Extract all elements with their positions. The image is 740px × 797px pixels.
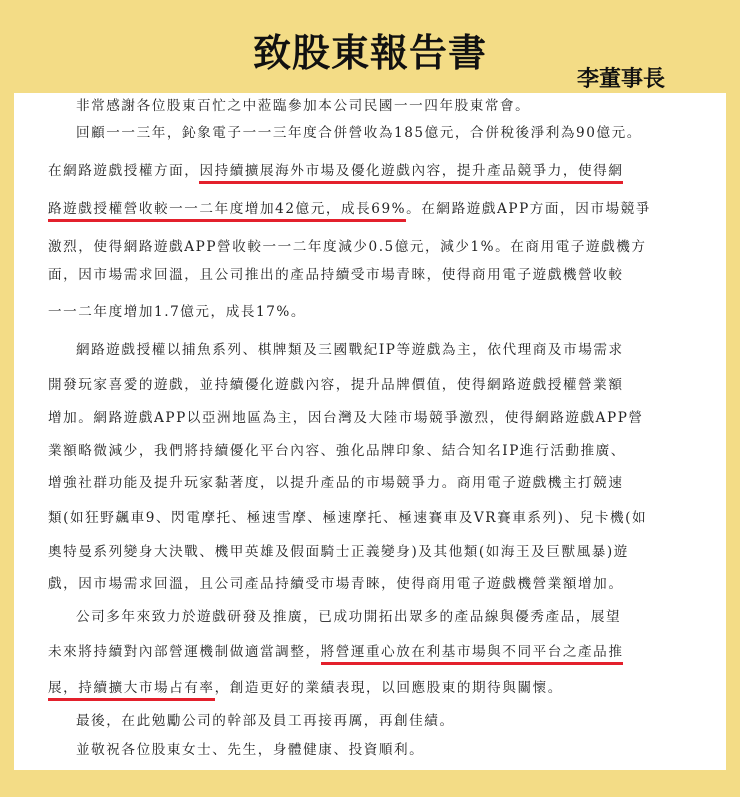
letter-line: 一一二年度增加1.7億元，成長17%。 bbox=[48, 304, 307, 320]
highlighted-text: 因持續擴展海外市場及優化遊戲內容，提升產品競爭力，使得網 bbox=[199, 163, 623, 184]
letter-line: 展，持續擴大市場占有率，創造更好的業績表現，以回應股東的期待與關懷。 bbox=[48, 678, 718, 698]
letter-line: 公司多年來致力於遊戲研發及推廣，已成功開拓出眾多的產品線與優秀產品，展望 bbox=[76, 609, 622, 625]
letter-line: 在網路遊戲授權方面，因持續擴展海外市場及優化遊戲內容，提升產品競爭力，使得網 bbox=[48, 161, 718, 181]
letter-line: 增加。網路遊戲APP以亞洲地區為主，因台灣及大陸市場競爭激烈，使得網路遊戲APP營 bbox=[48, 410, 644, 426]
letter-line: 最後，在此勉勵公司的幹部及員工再接再厲，再創佳績。 bbox=[76, 713, 455, 729]
letter-line: 非常感謝各位股東百忙之中蒞臨參加本公司民國一一四年股東常會。 bbox=[76, 98, 531, 114]
letter-line: 奧特曼系列變身大決戰、機甲英雄及假面騎士正義變身)及其他類(如海王及巨獸風暴)遊 bbox=[48, 544, 629, 560]
letter-line: 業額略微減少，我們將持續優化平台內容、強化品牌印象、結合知名IP進行活動推廣、 bbox=[48, 443, 626, 459]
letter-panel bbox=[14, 93, 726, 770]
signature: 李董事長 bbox=[577, 67, 666, 92]
letter-line: 戲，因市場需求回溫，且公司產品持續受市場青睞，使得商用電子遊戲機營業額增加。 bbox=[48, 576, 624, 592]
letter-line: 類(如狂野飆車9、閃電摩托、極速雪摩、極速摩托、極速賽車及VR賽車系列)、兒卡機(如 bbox=[48, 510, 648, 526]
letter-line: 並敬祝各位股東女士、先生，身體健康、投資順利。 bbox=[76, 742, 425, 758]
page-title: 致股東報告書 bbox=[252, 31, 487, 75]
letter-line: 激烈，使得網路遊戲APP營收較一一二年度減少0.5億元，減少1%。在商用電子遊戲機方 bbox=[48, 239, 647, 255]
letter-line: 開發玩家喜愛的遊戲，並持續優化遊戲內容，提升品牌價值，使得網路遊戲授權營業額 bbox=[48, 377, 624, 393]
highlighted-text: 展，持續擴大市場占有率 bbox=[48, 680, 215, 701]
highlighted-text: 將營運重心放在利基市場與不同平台之產品推 bbox=[321, 644, 624, 665]
letter-line: 回顧一一三年，鈊象電子一一三年度合併營收為185億元，合併稅後淨利為90億元。 bbox=[76, 125, 642, 141]
letter-line: 網路遊戲授權以捕魚系列、棋牌類及三國戰紀IP等遊戲為主，依代理商及市場需求 bbox=[76, 342, 624, 358]
letter-line: 增強社群功能及提升玩家黏著度，以提升產品的市場競爭力。商用電子遊戲機主打競速 bbox=[48, 475, 624, 491]
highlighted-text: 路遊戲授權營收較一一二年度增加42億元，成長69% bbox=[48, 201, 406, 222]
letter-line: 未來將持續對內部營運機制做適當調整，將營運重心放在利基市場與不同平台之產品推 bbox=[48, 642, 718, 662]
letter-line: 面，因市場需求回溫，且公司推出的產品持續受市場青睞，使得商用電子遊戲機營收較 bbox=[48, 267, 624, 283]
letter-line: 路遊戲授權營收較一一二年度增加42億元，成長69%。在網路遊戲APP方面，因市場競爭 bbox=[48, 199, 718, 219]
